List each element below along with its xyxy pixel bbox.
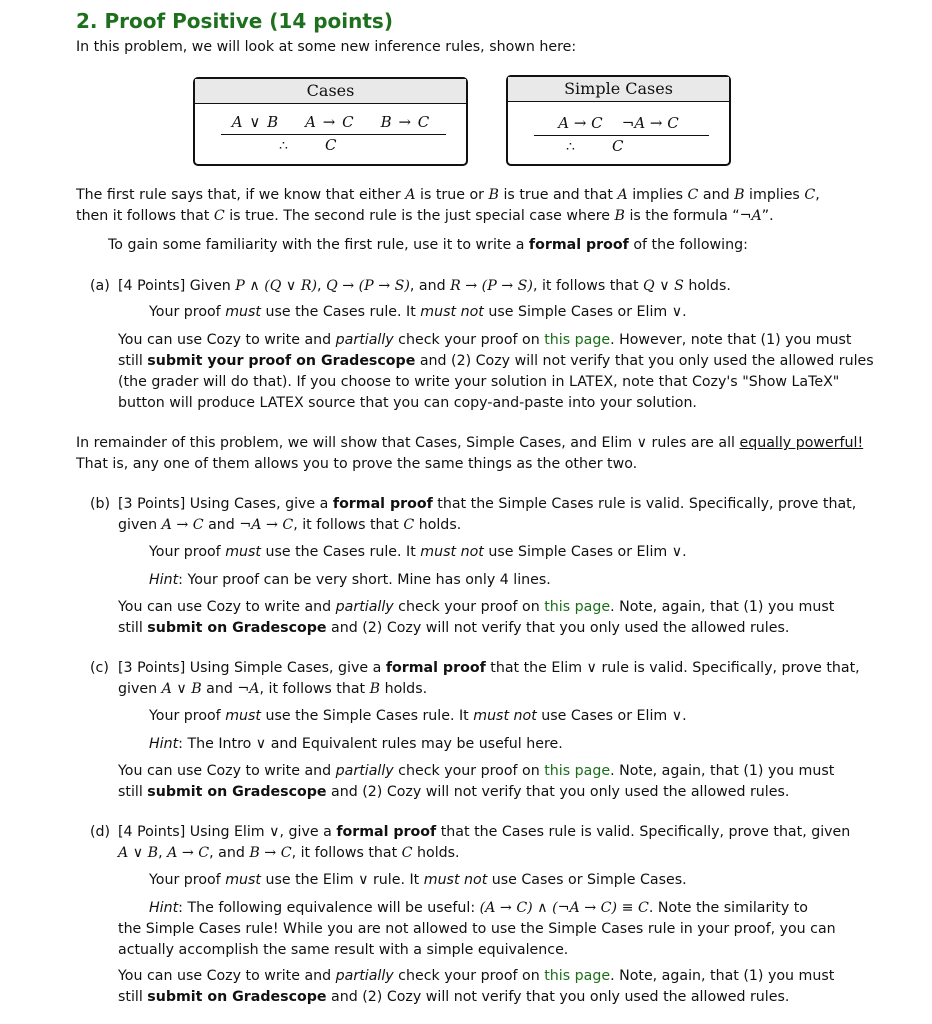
cases-therefore-symbol: ∴: [279, 138, 288, 154]
part-c-this-page-link[interactable]: this page: [544, 763, 611, 779]
cases-rule-box: [193, 77, 468, 166]
part-d-label: (d): [90, 824, 111, 840]
part-d-statement: [4 Points] Using Elim ∨, give a formal proof that the Cases rule is valid. Specifically, prove that, given A ∨ B, A → C, and B → C, it follows that C holds.: [118, 824, 851, 861]
part-c-statement: [3 Points] Using Simple Cases, give a formal proof that the Elim ∨ rule is valid. Specifically, prove that, given A ∨ B and ¬A, it follows that B holds.: [118, 660, 860, 697]
part-a-statement: [4 Points] Given P ∧ (Q ∨ R), Q → (P → S), and R → (P → S), it follows that Q ∨ S holds.: [118, 278, 731, 294]
simple-cases-therefore-symbol: ∴: [566, 139, 575, 155]
simple-premise-1: A → C: [558, 114, 603, 132]
simple-premise-2: ¬A → C: [621, 114, 679, 132]
remainder-text: In remainder of this problem, we will show that Cases, Simple Cases, and Elim ∨ rules are all equally powerful! That is, any one of them allows you to prove the same things as the other two.: [76, 435, 864, 472]
simple-cases-conclusion: C: [612, 137, 624, 155]
part-c-hint: Hint: The Intro ∨ and Equivalent rules may be useful here.: [149, 736, 563, 752]
part-b-label: (b): [90, 496, 111, 512]
part-c-label: (c): [90, 660, 109, 676]
part-a-label: (a): [90, 278, 110, 294]
part-a-requirement: Your proof must use the Cases rule. It must not use Simple Cases or Elim ∨.: [149, 304, 687, 320]
part-b-hint: Hint: Your proof can be very short. Mine has only 4 lines.: [149, 572, 551, 588]
part-a-cozy-note: You can use Cozy to write and partially check your proof on this page. However, note that (1) you must still submit your proof on Gradescope and (2) Cozy will not verify that you only used the allowed rules (the grader will do that). If you choose to write your solution in LATEX, note that Cozy's "Show LaTeX" button will produce LATEX source that you can copy-and-paste into your solution.: [118, 332, 874, 411]
part-d-hint: Hint: The following equivalence will be useful: (A → C) ∧ (¬A → C) ≡ C. Note the similarity to the Simple Cases rule! While you are not allowed to use the Simple Cases rule in your proof, you can actually accomplish the same result with a simple equivalence.: [118, 900, 836, 958]
cases-premise-1: A ∨ B: [231, 113, 279, 131]
cases-premises: [195, 112, 466, 133]
simple-cases-rule-title: Simple Cases: [508, 77, 729, 102]
simple-cases-premises: [508, 113, 729, 134]
intro-text: In this problem, we will look at some new inference rules, shown here:: [76, 39, 577, 55]
part-b-requirement: Your proof must use the Cases rule. It must not use Simple Cases or Elim ∨.: [149, 544, 687, 560]
part-c-cozy-note: You can use Cozy to write and partially check your proof on this page. Note, again, that (1) you must still submit on Gradescope and (2) Cozy will not verify that you only used the allowed rules.: [118, 763, 835, 800]
cases-conclusion: C: [325, 136, 337, 154]
page-title: 2. Proof Positive (14 points): [76, 9, 393, 33]
part-a-this-page-link[interactable]: this page: [544, 332, 611, 348]
familiarity-text: To gain some familiarity with the first rule, use it to write a formal proof of the following:: [108, 237, 748, 253]
part-d-this-page-link[interactable]: this page: [544, 968, 611, 984]
cases-rule-title: Cases: [195, 79, 466, 104]
part-d-cozy-note: You can use Cozy to write and partially check your proof on this page. Note, again, that (1) you must still submit on Gradescope and (2) Cozy will not verify that you only used the allowed rules.: [118, 968, 835, 1005]
part-b-cozy-note: You can use Cozy to write and partially check your proof on this page. Note, again, that (1) you must still submit on Gradescope and (2) Cozy will not verify that you only used the allowed rules.: [118, 599, 835, 636]
part-b-statement: [3 Points] Using Cases, give a formal proof that the Simple Cases rule is valid. Specifically, prove that, given A → C and ¬A → C, it follows that C holds.: [118, 496, 857, 533]
cases-premise-3: B → C: [380, 113, 430, 131]
simple-cases-rule-box: [506, 75, 731, 166]
part-d-requirement: Your proof must use the Elim ∨ rule. It must not use Cases or Simple Cases.: [149, 872, 687, 888]
part-c-requirement: Your proof must use the Simple Cases rule. It must not use Cases or Elim ∨.: [149, 708, 687, 724]
rules-explanation: The first rule says that, if we know that either A is true or B is true and that A implies C and B implies C, then it follows that C is true. The second rule is the just special case where B is the formula “¬A”.: [76, 187, 820, 224]
part-b-this-page-link[interactable]: this page: [544, 599, 611, 615]
cases-premise-2: A → C: [305, 113, 354, 131]
